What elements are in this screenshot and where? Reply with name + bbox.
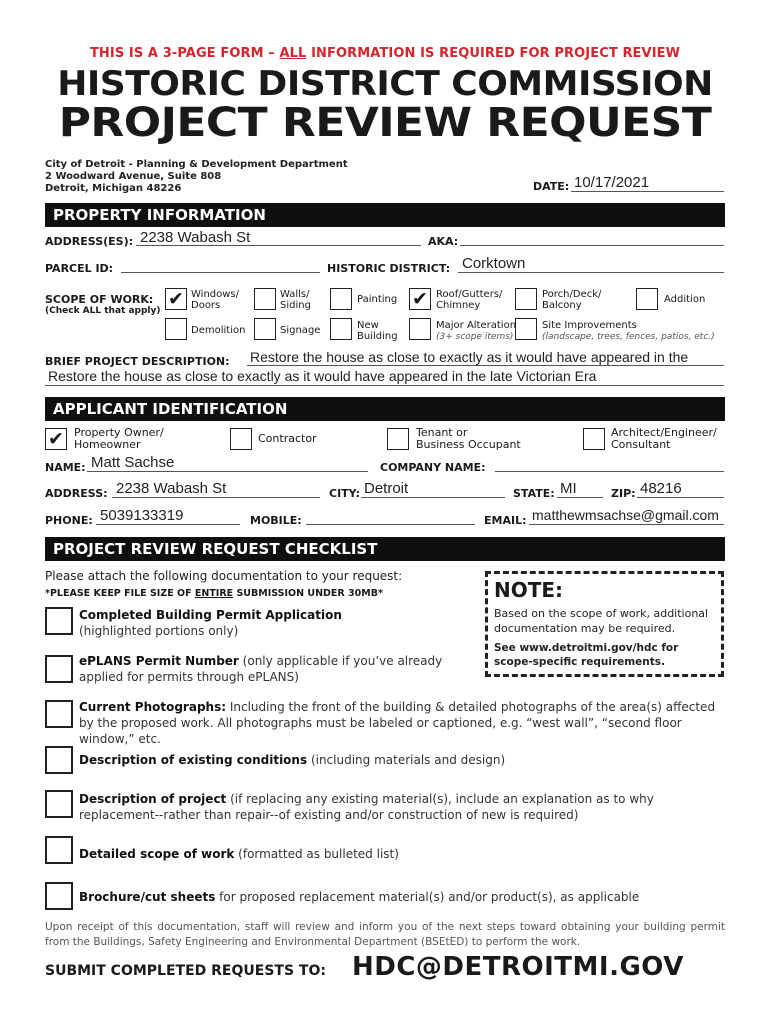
company-name-field[interactable]	[495, 458, 724, 472]
section-applicant-identification: APPLICANT IDENTIFICATION	[45, 397, 725, 421]
applicant-address-label: ADDRESS:	[45, 487, 108, 500]
applicant-contractor-checkbox[interactable]	[230, 428, 252, 450]
checklist-eplans-checkbox[interactable]	[45, 655, 73, 683]
checklist-item-title: Description of project	[79, 792, 227, 806]
address-line-1: City of Detroit - Planning & Development Department	[45, 159, 348, 170]
historic-district-value: Corktown	[462, 255, 526, 272]
department-address	[45, 159, 348, 195]
phone-label: PHONE:	[45, 514, 93, 527]
checklist-item-detail: (if replacing any existing material(s), include an explanation as to why replacement--rather than repair--of existing and/or construction of new is required)	[79, 792, 654, 822]
checklist-scope-of-work-checkbox[interactable]	[45, 836, 73, 864]
email-label: EMAIL:	[484, 514, 527, 527]
file-size-limit: SUBMISSION UNDER 30MB*	[233, 588, 383, 599]
applicant-architect-checkbox[interactable]	[583, 428, 605, 450]
scope-of-work-label: SCOPE OF WORK:	[45, 293, 154, 306]
scope-demolition-checkbox[interactable]	[165, 318, 187, 340]
checklist-brochure-checkbox[interactable]	[45, 882, 73, 910]
submit-email[interactable]: HDC@DETROITMI.GOV	[352, 952, 684, 982]
historic-district-label: HISTORIC DISTRICT:	[327, 262, 451, 275]
parcel-id-field[interactable]	[121, 259, 320, 273]
file-size-notice	[45, 588, 383, 599]
checklist-item-detail: for proposed replacement material(s) and/or product(s), as applicable	[215, 890, 640, 904]
checklist-project-description-checkbox[interactable]	[45, 790, 73, 818]
checklist-item-detail: (only applicable if you’ve already applied for permits through ePLANS)	[79, 654, 443, 684]
checklist-scope-of-work	[79, 846, 719, 862]
company-name-label: COMPANY NAME:	[380, 461, 486, 474]
section-checklist: PROJECT REVIEW REQUEST CHECKLIST	[45, 537, 725, 561]
checklist-eplans	[79, 653, 459, 685]
scope-roof-checkbox[interactable]	[409, 288, 431, 310]
email-value: matthewmsachse@gmail.com	[532, 507, 719, 523]
scope-new-building-checkbox[interactable]	[330, 318, 352, 340]
submit-label: SUBMIT COMPLETED REQUESTS TO:	[45, 963, 326, 979]
scope-windows-label: Windows/ Doors	[191, 289, 240, 311]
address-line-2: 2 Woodward Avenue, Suite 808	[45, 171, 222, 182]
checklist-item-title: Brochure/cut sheets	[79, 890, 216, 904]
checklist-item-title: Completed Building Permit Application	[79, 608, 342, 622]
checklist-item-title: Description of existing conditions	[79, 753, 308, 767]
section-property-information: PROPERTY INFORMATION	[45, 203, 725, 227]
checklist-item-title: Current Photographs:	[79, 700, 227, 714]
scope-of-work-hint: (Check ALL that apply)	[45, 306, 161, 316]
scope-signage-label: Signage	[280, 325, 321, 336]
scope-porch-checkbox[interactable]	[515, 288, 537, 310]
name-label: NAME:	[45, 461, 86, 474]
city-label: CITY:	[329, 487, 361, 500]
page-subtitle: PROJECT REVIEW REQUEST	[58, 100, 712, 146]
scope-painting-label: Painting	[357, 294, 398, 305]
check-icon: ✔	[48, 428, 64, 450]
file-size-entire: ENTIRE	[194, 588, 234, 599]
scope-new-building-label: New Building	[357, 320, 398, 342]
checklist-existing-conditions-checkbox[interactable]	[45, 746, 73, 774]
applicant-owner-checkbox[interactable]	[45, 428, 67, 450]
checklist-photographs-checkbox[interactable]	[45, 700, 73, 728]
scope-major-alteration-label: Major Alteration	[436, 320, 517, 331]
scope-windows-checkbox[interactable]	[165, 288, 187, 310]
address-value: 2238 Wabash St	[140, 229, 251, 246]
scope-addition-label: Addition	[664, 294, 706, 305]
notice-text: THIS IS A	[89, 46, 163, 61]
applicant-tenant-label: Tenant or Business Occupant	[416, 426, 521, 451]
form-notice	[0, 46, 770, 61]
file-size-text: *PLEASE KEEP FILE SIZE OF	[45, 588, 195, 599]
address-line-3: Detroit, Michigan 48226	[45, 183, 182, 194]
address-label: ADDRESS(ES):	[45, 235, 133, 248]
mobile-label: MOBILE:	[250, 514, 302, 527]
applicant-contractor-label: Contractor	[258, 432, 317, 445]
note-box	[485, 571, 724, 677]
applicant-owner-label: Property Owner/ Homeowner	[74, 426, 164, 451]
checklist-item-detail: Including the front of the building & detailed photographs of the area(s) affected by the proposed work. All photographs must be labeled or captioned, e.g. “west wall”, “second floor window,” etc.	[79, 700, 716, 746]
parcel-id-label: PARCEL ID:	[45, 262, 114, 275]
checklist-existing-conditions	[79, 752, 719, 768]
checklist-permit-application	[79, 607, 469, 639]
date-value: 10/17/2021	[574, 174, 650, 191]
scope-roof-label: Roof/Gutters/ Chimney	[436, 289, 503, 311]
scope-site-improvements-note: (landscape, trees, fences, patios, etc.)	[542, 332, 715, 342]
checklist-brochure	[79, 889, 719, 905]
note-body: Based on the scope of work, additional documentation may be required.	[494, 607, 709, 635]
checklist-intro: Please attach the following documentation to your request:	[45, 569, 403, 583]
applicant-address-value: 2238 Wabash St	[116, 480, 227, 497]
scope-site-improvements-checkbox[interactable]	[515, 318, 537, 340]
checklist-item-title: Detailed scope of work	[79, 847, 235, 861]
scope-major-alteration-checkbox[interactable]	[409, 318, 431, 340]
page-title: HISTORIC DISTRICT COMMISSION	[57, 64, 713, 104]
scope-walls-label: Walls/ Siding	[280, 289, 311, 311]
brief-description-label: BRIEF PROJECT DESCRIPTION:	[45, 355, 230, 368]
scope-site-improvements-label: Site Improvements	[542, 320, 637, 331]
aka-field[interactable]	[460, 232, 724, 246]
mobile-field[interactable]	[306, 511, 475, 525]
name-value: Matt Sachse	[91, 454, 175, 471]
notice-page-count: 3-PAGE FORM	[162, 46, 264, 61]
notice-all: ALL	[279, 46, 307, 61]
checklist-item-detail: (formatted as bulleted list)	[234, 847, 399, 861]
scope-walls-checkbox[interactable]	[254, 288, 276, 310]
notice-dash: –	[263, 46, 280, 61]
city-value: Detroit	[364, 480, 409, 497]
scope-addition-checkbox[interactable]	[636, 288, 658, 310]
zip-value: 48216	[640, 480, 682, 497]
state-label: STATE:	[513, 487, 555, 500]
brief-description-line-1: Restore the house as close to exactly as it would have appeared in the	[250, 349, 689, 365]
note-title: NOTE:	[494, 578, 564, 602]
checklist-project-description	[79, 791, 679, 823]
date-label: DATE:	[533, 180, 570, 193]
checklist-item-title: ePLANS Permit Number	[79, 654, 239, 668]
brief-description-line-2: Restore the house as close to exactly as it would have appeared in the late Victorian Era	[48, 368, 597, 384]
check-icon: ✔	[168, 288, 184, 310]
checklist-item-detail: (including materials and design)	[307, 753, 506, 767]
checklist-item-detail: (highlighted portions only)	[79, 624, 239, 638]
check-icon: ✔	[412, 288, 428, 310]
phone-value: 5039133319	[100, 507, 184, 524]
scope-porch-label: Porch/Deck/ Balcony	[542, 289, 602, 311]
notice-rest: INFORMATION IS REQUIRED FOR PROJECT REVIEW	[306, 46, 681, 61]
receipt-notice: Upon receipt of this documentation, staff will review and inform you of the next steps toward obtaining your building permit from the Buildings, Safety Engineering and Environmental Department (BSEtED) to perform the work.	[45, 921, 725, 948]
scope-demolition-label: Demolition	[191, 325, 246, 336]
applicant-tenant-checkbox[interactable]	[387, 428, 409, 450]
scope-signage-checkbox[interactable]	[254, 318, 276, 340]
zip-label: ZIP:	[611, 487, 636, 500]
checklist-photographs	[79, 699, 729, 747]
note-link: See www.detroitmi.gov/hdc for scope-specific requirements.	[494, 642, 679, 668]
applicant-architect-label: Architect/Engineer/ Consultant	[611, 426, 717, 451]
aka-label: AKA:	[428, 235, 459, 248]
checklist-permit-application-checkbox[interactable]	[45, 607, 73, 635]
scope-painting-checkbox[interactable]	[330, 288, 352, 310]
state-value: MI	[560, 480, 577, 497]
scope-major-alteration-note: (3+ scope items)	[436, 332, 514, 342]
